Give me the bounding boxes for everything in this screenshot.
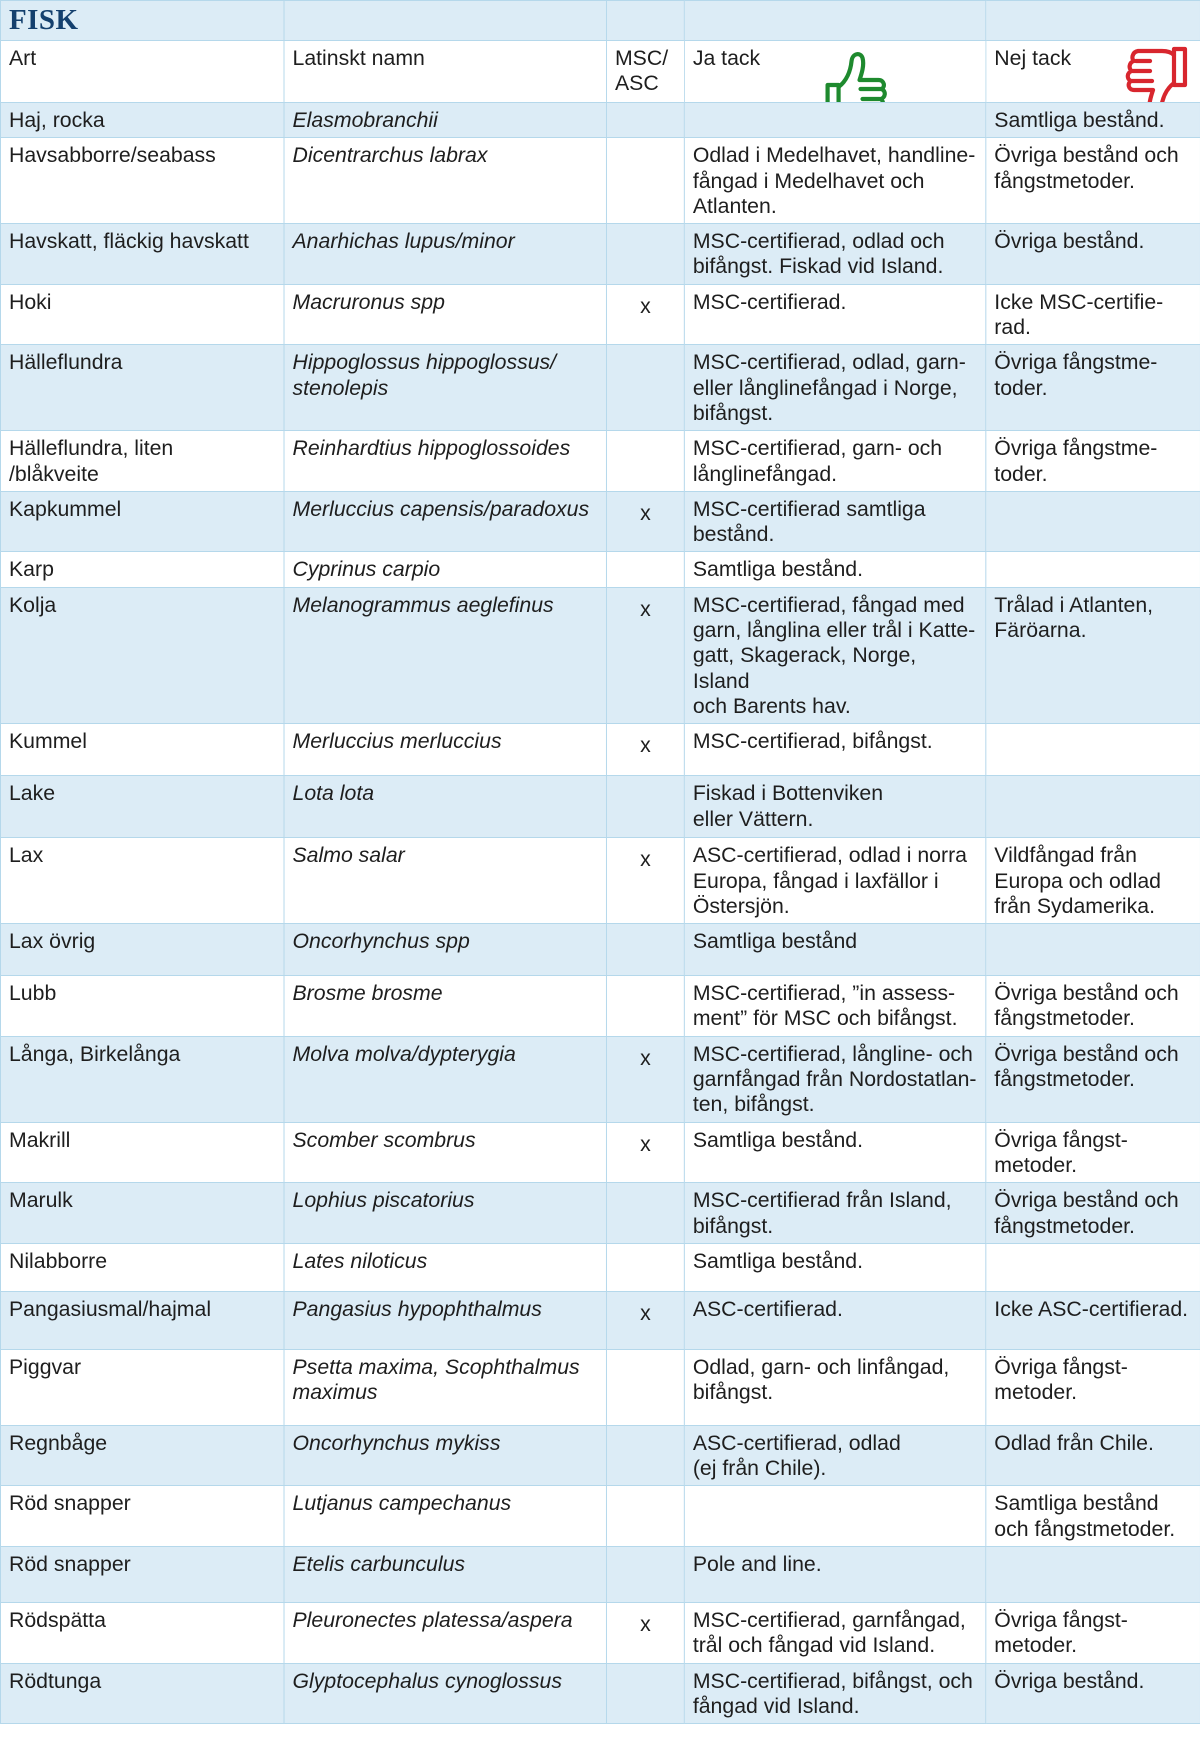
cell-ja-tack: ASC-certifierad, odlad i norra Europa, fångad i laxfällor i Östersjön.: [684, 838, 985, 924]
cell-latin: Oncorhynchus spp: [284, 924, 606, 976]
cell-latin: Cyprinus carpio: [284, 552, 606, 587]
cell-msc: x: [606, 838, 684, 924]
cell-msc: [606, 1546, 684, 1602]
cell-msc: [606, 1349, 684, 1425]
cell-msc: x: [606, 1602, 684, 1663]
table-row: [0, 1425, 1200, 1486]
cell-msc: x: [606, 587, 684, 723]
cell-nej-tack: [986, 776, 1200, 838]
cell-msc: [606, 1425, 684, 1486]
cell-msc: [606, 103, 684, 138]
cell-msc: [606, 431, 684, 492]
cell-latin: Oncorhynchus mykiss: [284, 1425, 606, 1486]
cell-art: Kolja: [0, 587, 284, 723]
cell-nej-tack: Övriga bestånd och fångstmetoder.: [986, 1036, 1200, 1122]
cell-msc: x: [606, 1036, 684, 1122]
cell-art: Marulk: [0, 1183, 284, 1244]
cell-ja-tack: Pole and line.: [684, 1546, 985, 1602]
cell-art: Rödspätta: [0, 1602, 284, 1663]
cell-latin: Pleuronectes platessa/aspera: [284, 1602, 606, 1663]
table-row: [0, 976, 1200, 1037]
cell-msc: [606, 138, 684, 224]
thumbs-up-icon: [825, 49, 889, 103]
cell-msc: x: [606, 1291, 684, 1349]
cell-art: Makrill: [0, 1122, 284, 1183]
table-row: [0, 345, 1200, 431]
cell-art: Lax: [0, 838, 284, 924]
table-row: [0, 1122, 1200, 1183]
cell-ja-tack: MSC-certifierad, långline- och garnfångad från Nordostatlan- ten, bifångst.: [684, 1036, 985, 1122]
cell-art: Långa, Birkelånga: [0, 1036, 284, 1122]
table-row: [0, 1349, 1200, 1425]
cell-ja-tack: MSC-certifierad, garn- och långlinefångad.: [684, 431, 985, 492]
table-row: [0, 103, 1200, 138]
table-row: [0, 724, 1200, 776]
cell-nej-tack: [986, 1546, 1200, 1602]
thumbs-down-icon: [1124, 45, 1188, 103]
cell-msc: x: [606, 284, 684, 345]
table-row: [0, 1183, 1200, 1244]
table-row: [0, 552, 1200, 587]
cell-nej-tack: Övriga fångst- metoder.: [986, 1122, 1200, 1183]
cell-nej-tack: Övriga fångstme- toder.: [986, 431, 1200, 492]
cell-latin: Merluccius capensis/paradoxus: [284, 491, 606, 552]
cell-latin: Glyptocephalus cynoglossus: [284, 1663, 606, 1724]
cell-nej-tack: [986, 552, 1200, 587]
cell-nej-tack: Övriga bestånd.: [986, 1663, 1200, 1724]
section-title: FISK: [8, 4, 79, 36]
cell-msc: [606, 1183, 684, 1244]
cell-msc: x: [606, 491, 684, 552]
cell-msc: [606, 224, 684, 285]
cell-latin: Pangasius hypophthalmus: [284, 1291, 606, 1349]
cell-latin: Merluccius merluccius: [284, 724, 606, 776]
cell-latin: Hippoglossus hippoglossus/ stenolepis: [284, 345, 606, 431]
cell-msc: [606, 1243, 684, 1291]
cell-msc: [606, 924, 684, 976]
cell-ja-tack: MSC-certifierad, ”in assess- ment” för MSC och bifångst.: [684, 976, 985, 1037]
cell-art: Lax övrig: [0, 924, 284, 976]
table-row: [0, 224, 1200, 285]
cell-ja-tack: MSC-certifierad, odlad och bifångst. Fiskad vid Island.: [684, 224, 985, 285]
cell-nej-tack: [986, 491, 1200, 552]
cell-latin: Lota lota: [284, 776, 606, 838]
cell-latin: Reinhardtius hippoglossoides: [284, 431, 606, 492]
cell-nej-tack: Samtliga bestånd.: [986, 103, 1200, 138]
table-row: [0, 838, 1200, 924]
cell-ja-tack: ASC-certifierad, odlad (ej från Chile).: [684, 1425, 985, 1486]
cell-ja-tack: MSC-certifierad från Island, bifångst.: [684, 1183, 985, 1244]
header-ja: [684, 41, 985, 103]
table-row: [0, 1291, 1200, 1349]
title-cell: [0, 1, 284, 41]
cell-latin: Dicentrarchus labrax: [284, 138, 606, 224]
table-row: [0, 1663, 1200, 1724]
cell-latin: Lophius piscatorius: [284, 1183, 606, 1244]
cell-nej-tack: Odlad från Chile.: [986, 1425, 1200, 1486]
cell-art: Havskatt, fläckig havskatt: [0, 224, 284, 285]
cell-nej-tack: [986, 924, 1200, 976]
cell-msc: [606, 345, 684, 431]
cell-latin: Molva molva/dypterygia: [284, 1036, 606, 1122]
cell-ja-tack: Odlad i Medelhavet, handline- fångad i Medelhavet och Atlanten.: [684, 138, 985, 224]
table-row: [0, 284, 1200, 345]
header-msc-label: MSC/ ASC: [614, 46, 669, 96]
table-row: [0, 1546, 1200, 1602]
cell-ja-tack: MSC-certifierad, odlad, garn- eller långlinefångad i Norge, bifångst.: [684, 345, 985, 431]
cell-msc: [606, 1486, 684, 1547]
table-row: [0, 1036, 1200, 1122]
cell-nej-tack: Övriga fångst- metoder.: [986, 1602, 1200, 1663]
cell-nej-tack: Övriga bestånd och fångstmetoder.: [986, 976, 1200, 1037]
cell-art: Pangasiusmal/hajmal: [0, 1291, 284, 1349]
cell-nej-tack: Övriga bestånd.: [986, 224, 1200, 285]
header-latin: Latinskt namn: [284, 41, 606, 103]
cell-art: Kapkummel: [0, 491, 284, 552]
cell-latin: Macruronus spp: [284, 284, 606, 345]
cell-art: Hälleflundra, liten /blåkveite: [0, 431, 284, 492]
cell-ja-tack: Samtliga bestånd: [684, 924, 985, 976]
cell-latin: Salmo salar: [284, 838, 606, 924]
header-nej: [986, 41, 1200, 103]
cell-latin: Anarhichas lupus/minor: [284, 224, 606, 285]
cell-nej-tack: [986, 724, 1200, 776]
cell-latin: Melanogrammus aeglefinus: [284, 587, 606, 723]
cell-ja-tack: MSC-certifierad, fångad med garn, långlina eller trål i Katte- gatt, Skagerack, Norge, Island och Barents hav.: [684, 587, 985, 723]
cell-nej-tack: [986, 1243, 1200, 1291]
cell-art: Kummel: [0, 724, 284, 776]
cell-ja-tack: Fiskad i Bottenviken eller Vättern.: [684, 776, 985, 838]
cell-nej-tack: Samtliga bestånd och fångstmetoder.: [986, 1486, 1200, 1547]
title-row: [0, 1, 1200, 41]
cell-art: Havsabborre/seabass: [0, 138, 284, 224]
cell-art: Hälleflundra: [0, 345, 284, 431]
cell-art: Regnbåge: [0, 1425, 284, 1486]
cell-art: Karp: [0, 552, 284, 587]
table-row: [0, 924, 1200, 976]
cell-ja-tack: MSC-certifierad, garnfångad, trål och fångad vid Island.: [684, 1602, 985, 1663]
cell-art: Hoki: [0, 284, 284, 345]
header-nej-label: Nej tack: [994, 46, 1072, 70]
cell-latin: Psetta maxima, Scophthalmus maximus: [284, 1349, 606, 1425]
cell-msc: [606, 552, 684, 587]
table-row: [0, 431, 1200, 492]
cell-nej-tack: Övriga bestånd och fångstmetoder.: [986, 1183, 1200, 1244]
cell-msc: [606, 776, 684, 838]
cell-nej-tack: Icke ASC-certifierad.: [986, 1291, 1200, 1349]
cell-msc: [606, 976, 684, 1037]
header-art: Art: [0, 41, 284, 103]
cell-art: Nilabborre: [0, 1243, 284, 1291]
cell-latin: Lutjanus campechanus: [284, 1486, 606, 1547]
cell-ja-tack: Odlad, garn- och linfångad, bifångst.: [684, 1349, 985, 1425]
cell-ja-tack: ASC-certifierad.: [684, 1291, 985, 1349]
cell-ja-tack: MSC-certifierad samtliga bestånd.: [684, 491, 985, 552]
cell-nej-tack: Övriga bestånd och fångstmetoder.: [986, 138, 1200, 224]
cell-art: Lake: [0, 776, 284, 838]
table-row: [0, 1243, 1200, 1291]
cell-msc: [606, 1663, 684, 1724]
cell-ja-tack: [684, 103, 985, 138]
cell-nej-tack: Vildfångad från Europa och odlad från Sydamerika.: [986, 838, 1200, 924]
header-ja-label: Ja tack: [692, 46, 761, 70]
cell-msc: x: [606, 1122, 684, 1183]
cell-latin: Lates niloticus: [284, 1243, 606, 1291]
table-row: [0, 776, 1200, 838]
cell-ja-tack: MSC-certifierad, bifångst.: [684, 724, 985, 776]
cell-latin: Etelis carbunculus: [284, 1546, 606, 1602]
cell-ja-tack: Samtliga bestånd.: [684, 1122, 985, 1183]
table-row: [0, 1486, 1200, 1547]
cell-ja-tack: MSC-certifierad, bifångst, och fångad vid Island.: [684, 1663, 985, 1724]
cell-ja-tack: [684, 1486, 985, 1547]
cell-art: Piggvar: [0, 1349, 284, 1425]
header-row: [0, 41, 1200, 103]
cell-latin: Brosme brosme: [284, 976, 606, 1037]
cell-ja-tack: Samtliga bestånd.: [684, 552, 985, 587]
cell-nej-tack: Trålad i Atlanten, Färöarna.: [986, 587, 1200, 723]
cell-ja-tack: MSC-certifierad.: [684, 284, 985, 345]
cell-art: Haj, rocka: [0, 103, 284, 138]
cell-nej-tack: Icke MSC-certifie- rad.: [986, 284, 1200, 345]
cell-latin: Elasmobranchii: [284, 103, 606, 138]
header-msc: [606, 41, 684, 103]
table-row: [0, 1602, 1200, 1663]
cell-art: Röd snapper: [0, 1546, 284, 1602]
cell-msc: x: [606, 724, 684, 776]
cell-art: Rödtunga: [0, 1663, 284, 1724]
cell-art: Lubb: [0, 976, 284, 1037]
cell-latin: Scomber scombrus: [284, 1122, 606, 1183]
cell-art: Röd snapper: [0, 1486, 284, 1547]
table-row: [0, 138, 1200, 224]
cell-ja-tack: Samtliga bestånd.: [684, 1243, 985, 1291]
table-row: [0, 587, 1200, 723]
cell-nej-tack: Övriga fångstme- toder.: [986, 345, 1200, 431]
cell-nej-tack: Övriga fångst- metoder.: [986, 1349, 1200, 1425]
table-row: [0, 491, 1200, 552]
